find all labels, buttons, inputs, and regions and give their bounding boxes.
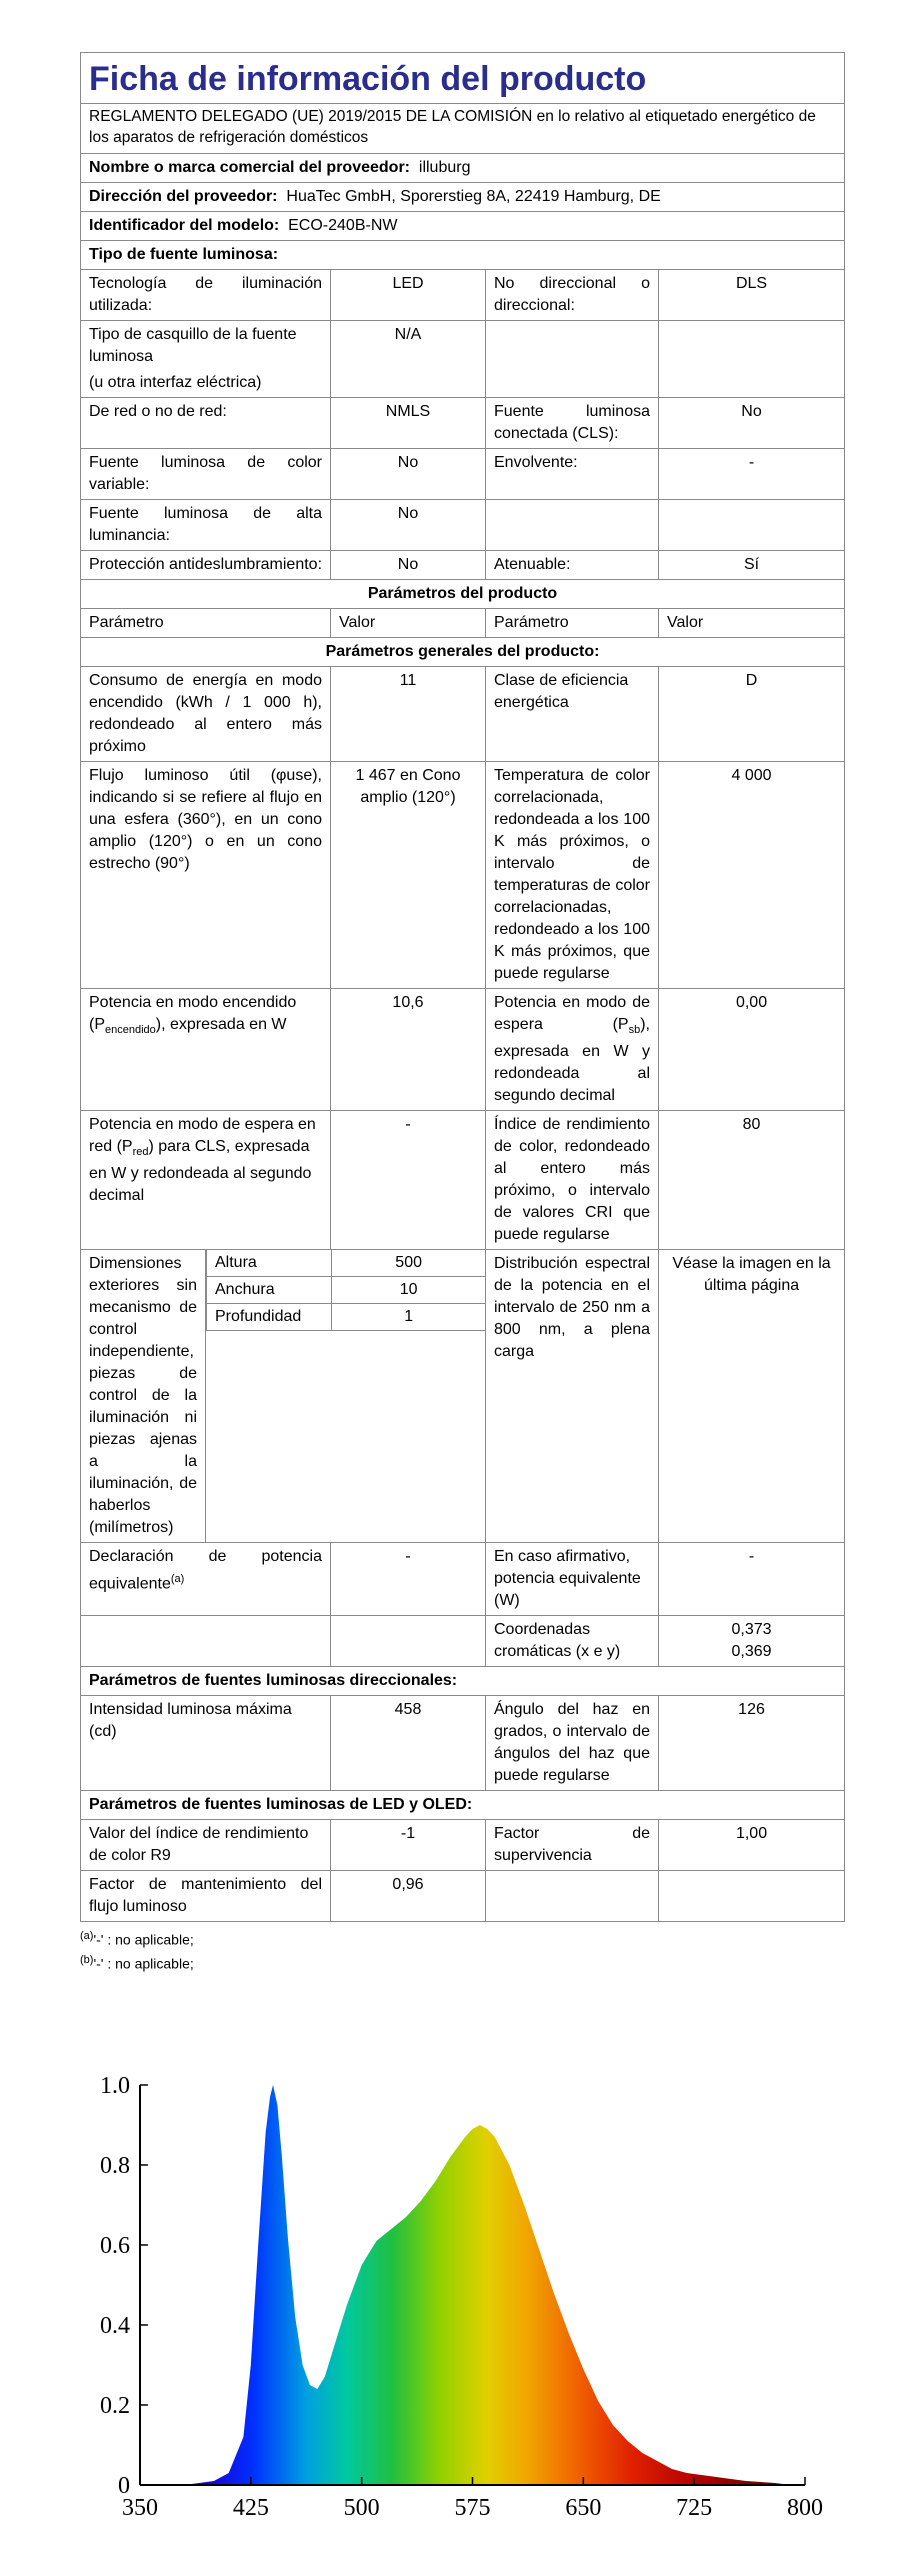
col-header-param: Parámetro [81,609,331,638]
anti-glare-value: No [331,551,486,580]
dimmable-value: Sí [659,551,845,580]
empty-cell [486,321,659,398]
supplier-name-label: Nombre o marca comercial del proveedor: [89,159,410,176]
col-header-value: Valor [331,609,486,638]
luminous-flux-value: 1 467 en Cono amplio (120°) [331,762,486,989]
supplier-address-value: HuaTec GmbH, Sporerstieg 8A, 22419 Hamburg, DE [286,188,661,205]
standby-power-label: Potencia en modo de espera $(P_{sb})$, expresada en W y redondeada al segundo decimal [486,989,659,1111]
dimensions-label: Dimensiones exteriores sin mecanismo de control independiente, piezas de control de la iluminación ni piezas ajenas a la iluminación, de haberlos (milímetros) [81,1250,206,1543]
cls-label: Fuente luminosa conectada (CLS): [486,398,659,449]
y-tick-label: 0 [118,2473,130,2499]
r9-label: Valor del índice de rendimiento de color R9 [81,1820,331,1871]
equivalent-power-value: - [331,1543,486,1616]
y-tick-label: 0.6 [100,2233,130,2259]
mains-value: NMLS [331,398,486,449]
standby-power-value: 0,00 [659,989,845,1111]
mains-label: De red o no de red: [81,398,331,449]
empty-cell [659,500,845,551]
led-oled-heading: Parámetros de fuentes luminosas de LED y OLED: [81,1791,845,1820]
cri-value: 80 [659,1111,845,1250]
envelope-label: Envolvente: [486,449,659,500]
anti-glare-label: Protección antideslumbramiento: [81,551,331,580]
cap-type-note: (u otra interfaz eléctrica) [89,374,262,391]
model-value: ECO-240B-NW [288,217,398,234]
x-tick-label: 350 [122,2495,158,2521]
empty-cell [81,1616,331,1667]
page-title: Ficha de información del producto [81,53,845,104]
beam-angle-label: Ángulo del haz en grados, o intervalo de ángulos del haz que puede regularse [486,1696,659,1791]
dimension-value: 1 [332,1304,485,1331]
x-tick-label: 800 [787,2495,823,2521]
luminous-flux-label: Flujo luminoso útil (φuse), indicando si se refiere al flujo en una esfera (360°), en un cono amplio (120°) o en un cono estrecho (90°) [81,762,331,989]
empty-cell [486,500,659,551]
energy-consumption-value: 11 [331,667,486,762]
chromaticity-label: Coordenadas cromáticas (x e y) [486,1616,659,1667]
energy-consumption-label: Consumo de energía en modo encendido (kWh / 1 000 h), redondeado al entero más próximo [81,667,331,762]
plot-area [184,2085,790,2485]
product-sheet [80,52,844,1974]
survival-factor-value: 1,00 [659,1820,845,1871]
dimension-name: Altura [207,1250,332,1277]
x-tick-label: 425 [232,2495,269,2521]
cap-type-cell [81,321,331,398]
directional-value: DLS [659,270,845,321]
supplier-address-label: Dirección del proveedor: [89,188,278,205]
empty-cell [659,321,845,398]
cct-label: Temperatura de color correlacionada, redondeada a los 100 K más próximos, o intervalo de temperaturas de color correlacionadas, redondeado a los 100 K más próximos, que puede regularse [486,762,659,989]
equivalent-power-watts-label: En caso afirmativo, potencia equivalente (W) [486,1543,659,1616]
general-params-heading: Parámetros generales del producto: [81,638,845,667]
source-type-heading: Tipo de fuente luminosa: [81,241,845,270]
network-standby-value: - [331,1111,486,1250]
dimensions-table [206,1250,485,1331]
spectral-distribution-value: Véase la imagen en la última página [659,1250,845,1543]
chromaticity-value [659,1616,845,1667]
spectrum-area [184,2085,790,2485]
high-luminance-label: Fuente luminosa de alta luminancia: [81,500,331,551]
lumen-maintenance-label: Factor de mantenimiento del flujo luminoso [81,1871,331,1922]
survival-factor-label: Factor de supervivencia [486,1820,659,1871]
efficiency-class-label: Clase de eficiencia energética [486,667,659,762]
peak-intensity-label: Intensidad luminosa máxima (cd) [81,1696,331,1791]
beam-angle-value: 126 [659,1696,845,1791]
col-header-param: Parámetro [486,609,659,638]
empty-cell [659,1871,845,1922]
col-header-value: Valor [659,609,845,638]
model-row [81,212,845,241]
r9-value: -1 [331,1820,486,1871]
footnote-b: $^{(b)}$'-' : no aplicable; [80,1953,194,1972]
supplier-name-value: illuburg [418,159,471,176]
footnote-a: $^{(a)}$'-' : no aplicable; [80,1930,194,1948]
tech-label: Tecnología de iluminación utilizada: [81,270,331,321]
supplier-name-row [81,154,845,183]
on-power-value: 10,6 [331,989,486,1111]
empty-cell [486,1871,659,1922]
dimensions-cell [206,1250,486,1543]
regulation-subtitle: REGLAMENTO DELEGADO (UE) 2019/2015 DE LA COMISIÓN en lo relativo al etiquetado energético de los aparatos de refrigeración domésticos [81,104,845,154]
supplier-address-row [81,183,845,212]
product-info-table [80,52,845,1922]
cri-label: Índice de rendimiento de color, redondeado al entero más próximo, o intervalo de valores CRI que puede regularse [486,1111,659,1250]
directional-heading: Parámetros de fuentes luminosas direccionales: [81,1667,845,1696]
high-luminance-value: No [331,500,486,551]
x-tick-label: 575 [454,2495,491,2521]
peak-intensity-value: 458 [331,1696,486,1791]
dimension-value: 10 [332,1277,485,1304]
color-variable-value: No [331,449,486,500]
x-tick-label: 725 [676,2495,713,2521]
chromaticity-x: 0,373 [731,1621,772,1639]
empty-cell [331,1616,486,1667]
dimension-name: Anchura [207,1277,332,1304]
cls-value: No [659,398,845,449]
y-tick-label: 1.0 [100,2073,130,2099]
y-tick-label: 0.4 [100,2313,130,2339]
cct-value: 4 000 [659,762,845,989]
on-power-label: Potencia en modo encendido $(P_{encendido})$, expresada en W [81,989,331,1111]
spectral-power-chart [60,2065,850,2525]
product-params-heading: Parámetros del producto [81,580,845,609]
network-standby-label: Potencia en modo de espera en red $(P_{red})$ para CLS, expresada en W y redondeada al segundo decimal [81,1111,331,1250]
spectral-distribution-label: Distribución espectral de la potencia en el intervalo de 250 nm a 800 nm, a plena carga [486,1250,659,1543]
envelope-value: - [659,449,845,500]
efficiency-class-value: D [659,667,845,762]
dimension-value: 500 [332,1250,485,1277]
dimension-name: Profundidad [207,1304,332,1331]
model-label: Identificador del modelo: [89,217,280,234]
equivalent-power-label: Declaración de potencia equivalente$^{(a)}$ [81,1543,331,1616]
equivalent-power-watts-value: - [659,1543,845,1616]
lumen-maintenance-value: 0,96 [331,1871,486,1922]
dimmable-label: Atenuable: [486,551,659,580]
cap-type-label: Tipo de casquillo de la fuente luminosa [89,326,297,365]
y-tick-label: 0.8 [100,2153,130,2179]
x-tick-label: 650 [565,2495,602,2521]
y-tick-label: 0.2 [100,2393,130,2419]
directional-label: No direccional o direccional: [486,270,659,321]
cap-type-value: N/A [331,321,486,398]
x-tick-label: 500 [343,2495,380,2521]
chromaticity-y: 0,369 [731,1643,772,1661]
color-variable-label: Fuente luminosa de color variable: [81,449,331,500]
footnotes [80,1926,844,1973]
tech-value: LED [331,270,486,321]
